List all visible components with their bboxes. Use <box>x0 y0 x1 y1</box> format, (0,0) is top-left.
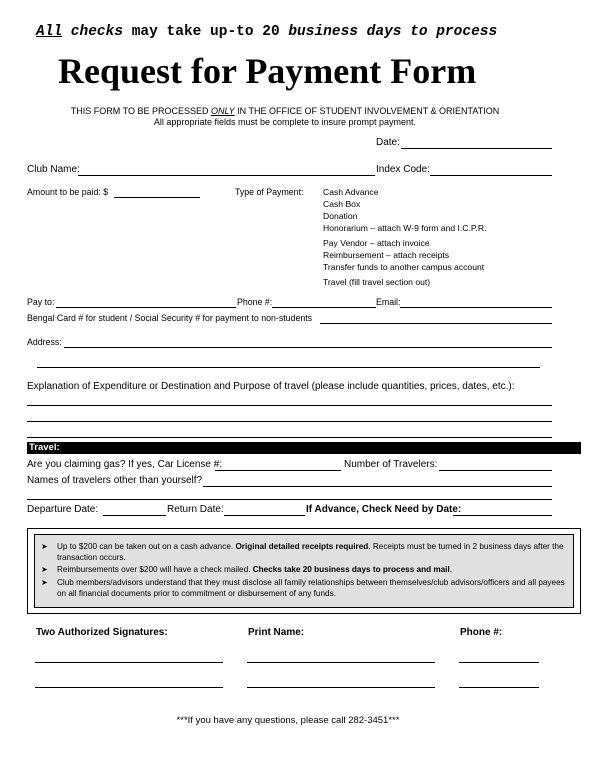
club-name-label: Club Name: <box>27 164 80 175</box>
address-field[interactable] <box>64 336 552 348</box>
amount-label: Amount to be paid: $ <box>27 187 109 197</box>
phone-field[interactable] <box>272 296 376 308</box>
subtitle-suffix: IN THE OFFICE OF STUDENT INVOLVEMENT & ORIENTATION <box>234 106 500 116</box>
date-field[interactable] <box>401 137 552 149</box>
departure-date-field[interactable] <box>103 504 166 516</box>
payment-option-transfer[interactable]: Transfer funds to another campus account <box>323 262 485 272</box>
explanation-line-1[interactable] <box>27 394 552 406</box>
notice-2c: . <box>449 565 453 574</box>
travel-header-label: Travel: <box>29 442 60 453</box>
banner-part3: business days to process <box>288 24 498 40</box>
banner-all: All <box>36 24 63 40</box>
index-code-field[interactable] <box>430 164 552 176</box>
traveler-names-field[interactable] <box>203 475 552 487</box>
policy-notice-inner <box>34 534 574 608</box>
phone-label: Phone #: <box>237 297 273 307</box>
traveler-names-field-line2[interactable] <box>27 488 552 500</box>
notice-2b: Checks take 20 business days to process and mail <box>252 565 450 574</box>
advance-date-label: If Advance, Check Need by Date: <box>306 504 462 515</box>
payment-option-pay-vendor[interactable]: Pay Vendor – attach invoice <box>323 238 430 248</box>
subtitle-prefix: THIS FORM TO BE PROCESSED <box>70 106 211 116</box>
email-label: Email: <box>376 297 401 307</box>
type-of-payment-label: Type of Payment: <box>235 187 304 197</box>
payment-option-honorarium[interactable]: Honorarium – attach W-9 form and I.C.P.R. <box>323 223 487 233</box>
gas-label: Are you claiming gas? If yes, Car License #: <box>27 459 223 470</box>
payment-option-travel[interactable]: Travel (fill travel section out) <box>323 277 431 287</box>
sig-phone-line-2[interactable] <box>459 676 539 688</box>
subtitle-line1 <box>0 106 570 116</box>
pay-to-field[interactable] <box>56 296 236 308</box>
notice-cash-advance <box>41 541 567 563</box>
return-date-label: Return Date: <box>167 504 224 515</box>
departure-date-label: Departure Date: <box>27 504 99 515</box>
payment-option-reimbursement[interactable]: Reimbursement – attach receipts <box>323 250 450 260</box>
subtitle-line2: All appropriate fields must be complete to insure prompt payment. <box>153 117 417 127</box>
print-name-line-1[interactable] <box>247 651 435 663</box>
subtitle-only: ONLY <box>210 106 235 116</box>
pay-to-label: Pay to: <box>27 297 55 307</box>
notice-1b: Original detailed receipts required <box>235 542 369 551</box>
return-date-field[interactable] <box>224 504 305 516</box>
advance-date-field[interactable] <box>453 504 552 516</box>
email-field[interactable] <box>400 296 552 308</box>
index-code-label: Index Code: <box>376 164 430 175</box>
explanation-label: Explanation of Expenditure or Destination and Purpose of travel (please include quantities, prices, dates, etc.): <box>27 381 515 392</box>
print-name-label: Print Name: <box>248 627 305 638</box>
bengal-card-label: Bengal Card # for student / Social Security # for payment to non-students <box>27 313 313 323</box>
banner-part2: may take up-to 20 <box>123 24 289 40</box>
notice-disclosure <box>41 577 567 599</box>
sig-phone-label: Phone #: <box>460 627 503 638</box>
travel-section-header <box>27 442 581 454</box>
traveler-names-label: Names of travelers other than yourself? <box>27 475 203 486</box>
payment-option-cash-advance[interactable]: Cash Advance <box>323 187 379 197</box>
address-field-line2[interactable] <box>37 356 540 368</box>
policy-notice-box <box>27 528 581 614</box>
sig-phone-line-1[interactable] <box>459 651 539 663</box>
date-label: Date: <box>376 137 400 148</box>
notice-reimbursement <box>41 564 567 575</box>
print-name-line-2[interactable] <box>247 676 435 688</box>
num-travelers-label: Number of Travelers: <box>344 459 438 470</box>
signature-line-1[interactable] <box>35 651 223 663</box>
signature-line-2[interactable] <box>35 676 223 688</box>
signatures-label: Two Authorized Signatures: <box>36 627 168 638</box>
explanation-line-2[interactable] <box>27 410 552 422</box>
car-license-field[interactable] <box>215 459 341 471</box>
notice-1c: . Receipts must be turned in 2 business days after the transaction occurs. <box>57 542 564 562</box>
arrow-bullet-icon: ➤ <box>41 565 48 574</box>
address-label: Address: <box>27 337 62 347</box>
club-name-field[interactable] <box>78 164 375 176</box>
footer-contact: ***If you have any questions, please call 282-3451*** <box>176 715 400 726</box>
arrow-bullet-icon: ➤ <box>41 578 48 587</box>
payment-option-donation[interactable]: Donation <box>323 211 358 221</box>
amount-field[interactable] <box>114 186 200 198</box>
explanation-line-3[interactable] <box>27 426 552 438</box>
num-travelers-field[interactable] <box>439 459 552 471</box>
arrow-bullet-icon: ➤ <box>41 542 48 551</box>
form-title: Request for Payment Form <box>58 51 477 91</box>
banner-part1: checks <box>62 24 124 40</box>
notice-2a: Reimbursements over $200 will have a check mailed. <box>57 565 253 574</box>
notice-1a: Up to $200 can be taken out on a cash advance. <box>57 542 236 551</box>
notice-3a: Club members/advisors understand that they must disclose all family relationships between themselves/club advisors/officers and all payees on all financial documents prior to commitment or disbursement of any funds. <box>57 578 565 598</box>
processing-banner <box>36 24 497 40</box>
payment-option-cash-box[interactable]: Cash Box <box>323 199 361 209</box>
bengal-card-field[interactable] <box>320 312 552 324</box>
